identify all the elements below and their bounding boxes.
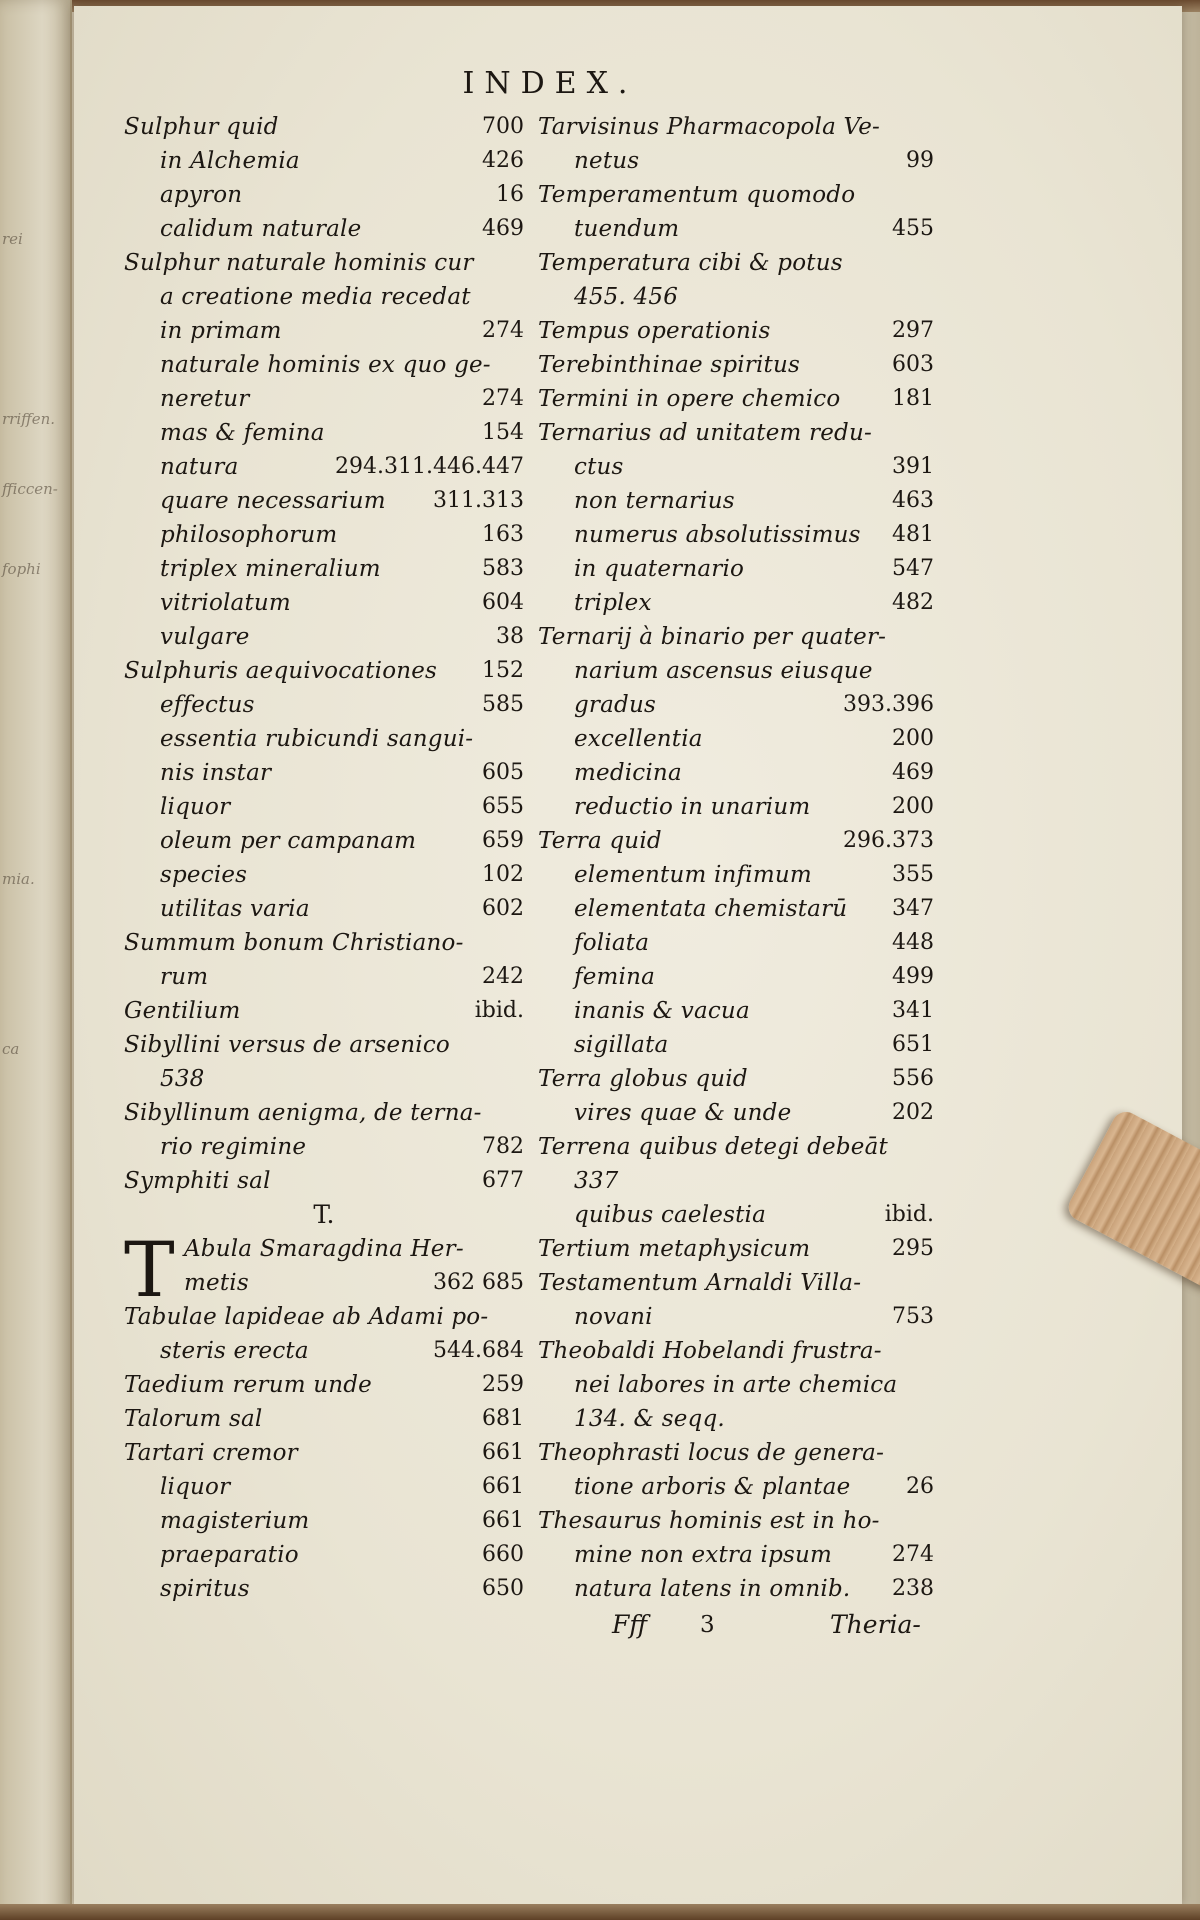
index-entry	[124, 110, 524, 144]
index-entry	[538, 994, 934, 1028]
index-term: Tabulae lapideae ab Adami po-	[124, 1304, 489, 1330]
index-entry	[124, 960, 524, 994]
index-term: vulgare	[160, 624, 250, 650]
index-entry	[538, 518, 934, 552]
index-term: narium ascensus eiusque	[574, 658, 873, 684]
page-reference: 202	[892, 1100, 934, 1125]
index-term: excellentia	[574, 726, 703, 752]
index-entry	[124, 1096, 524, 1130]
index-entry	[538, 1572, 934, 1606]
index-entry	[538, 926, 934, 960]
index-entry	[538, 586, 934, 620]
index-entry	[124, 1062, 524, 1096]
index-term: rio regimine	[160, 1134, 307, 1160]
index-entry	[124, 892, 524, 926]
page-reference: 455	[892, 216, 934, 241]
index-term: 455. 456	[574, 284, 679, 310]
page-reference: 556	[892, 1066, 934, 1091]
page-reference: 26	[906, 1474, 934, 1499]
index-entry	[538, 1436, 934, 1470]
index-entry	[538, 1232, 934, 1266]
page-reference: 297	[892, 318, 934, 343]
index-entry	[124, 926, 524, 960]
index-term: Terra quid	[538, 828, 662, 854]
index-term: quibus caelestia	[574, 1202, 767, 1228]
page-reference: 605	[482, 760, 524, 785]
page-reference: 274	[482, 386, 524, 411]
drop-capital: T	[124, 1225, 175, 1314]
index-term: Sibyllinum aenigma, de terna-	[124, 1100, 482, 1126]
index-entry	[538, 246, 934, 280]
page-reference: ibid.	[474, 998, 524, 1023]
index-term: Tempus operationis	[538, 318, 771, 344]
index-entry	[124, 1504, 524, 1538]
page-reference: 677	[482, 1168, 524, 1193]
index-term: Temperatura cibi & potus	[538, 250, 843, 276]
index-entry	[538, 960, 934, 994]
index-entry	[124, 858, 524, 892]
page-reference: 274	[482, 318, 524, 343]
index-entry	[124, 484, 524, 518]
index-term: sigillata	[574, 1032, 669, 1058]
index-term: mas & femina	[160, 420, 325, 446]
gathering-signature: Fff	[612, 1610, 648, 1639]
page-reference: 99	[906, 148, 934, 173]
index-entry	[538, 1198, 934, 1232]
facing-page-fragment: rei	[2, 230, 23, 248]
index-term: naturale hominis ex quo ge-	[160, 352, 491, 378]
index-term: steris erecta	[160, 1338, 309, 1364]
index-entry	[538, 1538, 934, 1572]
index-entry	[124, 1538, 524, 1572]
index-entry	[124, 824, 524, 858]
page-reference: 604	[482, 590, 524, 615]
index-term: in primam	[160, 318, 282, 344]
page-reference: 163	[482, 522, 524, 547]
index-term: nei labores in arte chemica	[574, 1372, 898, 1398]
index-term: Talorum sal	[124, 1406, 263, 1432]
index-term: apyron	[160, 182, 243, 208]
page-reference: 393.396	[843, 692, 934, 717]
page-reference: 200	[892, 794, 934, 819]
page-reference: 499	[892, 964, 934, 989]
index-term: species	[160, 862, 248, 888]
index-entry	[538, 1164, 934, 1198]
index-term: elementata chemistarū	[574, 896, 848, 922]
index-term: triplex mineralium	[160, 556, 381, 582]
index-entry	[124, 416, 524, 450]
index-entry	[538, 620, 934, 654]
index-term: tione arboris & plantae	[574, 1474, 851, 1500]
index-entry	[538, 178, 934, 212]
index-term: quare necessarium	[160, 488, 386, 514]
page-reference: 295	[892, 1236, 934, 1261]
index-term: liquor	[160, 794, 231, 820]
index-entry	[538, 722, 934, 756]
facing-page-fragment: mia.	[2, 870, 35, 888]
index-entry	[124, 790, 524, 824]
index-entry	[538, 892, 934, 926]
index-entry	[538, 1062, 934, 1096]
index-entry	[124, 1266, 524, 1300]
index-entry	[538, 348, 934, 382]
index-entry	[538, 212, 934, 246]
index-entry	[538, 1334, 934, 1368]
page-reference: 448	[892, 930, 934, 955]
index-entry	[124, 280, 524, 314]
index-term: Sibyllini versus de arsenico	[124, 1032, 450, 1058]
page-reference: 544.684	[433, 1338, 524, 1363]
index-entry	[538, 688, 934, 722]
index-term: numerus absolutissimus	[574, 522, 861, 548]
index-term: triplex	[574, 590, 652, 616]
index-entry	[124, 1232, 524, 1266]
page-header: INDEX.	[462, 66, 638, 101]
index-entry	[538, 1028, 934, 1062]
index-entry	[538, 1300, 934, 1334]
page-reference: 469	[482, 216, 524, 241]
index-term: in Alchemia	[160, 148, 300, 174]
page-reference: 200	[892, 726, 934, 751]
index-entry	[538, 110, 934, 144]
index-term: Theobaldi Hobelandi frustra-	[538, 1338, 882, 1364]
page-reference: 660	[482, 1542, 524, 1567]
page-reference: 154	[482, 420, 524, 445]
index-term: philosophorum	[160, 522, 338, 548]
index-term: utilitas varia	[160, 896, 310, 922]
index-term: Terrena quibus detegi debeāt	[538, 1134, 888, 1160]
page-reference: 651	[892, 1032, 934, 1057]
index-entry	[124, 246, 524, 280]
index-term: Tartari cremor	[124, 1440, 298, 1466]
index-entry	[538, 280, 934, 314]
index-term: natura	[160, 454, 239, 480]
index-entry	[124, 178, 524, 212]
facing-page-fragment: ca	[2, 1040, 20, 1058]
index-entry	[124, 382, 524, 416]
binding-bottom-edge	[0, 1904, 1200, 1920]
page-reference: 355	[892, 862, 934, 887]
index-entry	[124, 994, 524, 1028]
index-entry	[538, 450, 934, 484]
index-term: neretur	[160, 386, 250, 412]
index-term: vires quae & unde	[574, 1100, 792, 1126]
index-entry	[538, 382, 934, 416]
page-reference: 481	[892, 522, 934, 547]
index-term: liquor	[160, 1474, 231, 1500]
index-entry	[124, 1572, 524, 1606]
index-term: non ternarius	[574, 488, 735, 514]
section-letter: T.	[313, 1200, 335, 1229]
index-entry	[124, 688, 524, 722]
page-reference: 38	[496, 624, 524, 649]
index-entry	[124, 586, 524, 620]
page-reference: 585	[482, 692, 524, 717]
page-reference: 753	[892, 1304, 934, 1329]
index-entry	[124, 1368, 524, 1402]
page-reference: 16	[496, 182, 524, 207]
index-entry	[538, 1266, 934, 1300]
index-entry	[124, 314, 524, 348]
index-entry	[538, 1402, 934, 1436]
index-entry	[124, 1470, 524, 1504]
index-term: netus	[574, 148, 640, 174]
index-entry	[124, 756, 524, 790]
index-term: reductio in unarium	[574, 794, 811, 820]
page-reference: 426	[482, 148, 524, 173]
page-reference: 602	[482, 896, 524, 921]
index-term: Sulphur quid	[124, 114, 279, 140]
index-term: metis	[184, 1270, 249, 1296]
index-term: 337	[574, 1168, 619, 1194]
index-entry	[538, 416, 934, 450]
index-entry	[124, 1300, 524, 1334]
index-term: rum	[160, 964, 209, 990]
page-reference: 341	[892, 998, 934, 1023]
index-term: magisterium	[160, 1508, 310, 1534]
index-term: Gentilium	[124, 998, 241, 1024]
index-term: 538	[160, 1066, 205, 1092]
index-entry	[124, 620, 524, 654]
index-entry	[538, 484, 934, 518]
left-index-column	[124, 110, 524, 1606]
index-term: novani	[574, 1304, 653, 1330]
page-reference: 583	[482, 556, 524, 581]
index-entry	[538, 144, 934, 178]
index-term: calidum naturale	[160, 216, 362, 242]
index-term: Symphiti sal	[124, 1168, 271, 1194]
index-term: Termini in opere chemico	[538, 386, 841, 412]
index-term: tuendum	[574, 216, 680, 242]
page-reference: 296.373	[843, 828, 934, 853]
index-term: Ternarius ad unitatem redu-	[538, 420, 872, 446]
index-term: spiritus	[160, 1576, 250, 1602]
index-entry	[124, 144, 524, 178]
page-reference: 661	[482, 1474, 524, 1499]
page-reference: 700	[482, 114, 524, 139]
index-entry	[538, 654, 934, 688]
index-entry	[538, 824, 934, 858]
index-term: effectus	[160, 692, 255, 718]
page-reference: 242	[482, 964, 524, 989]
page-reference: 603	[892, 352, 934, 377]
index-term: elementum infimum	[574, 862, 812, 888]
page-reference: 152	[482, 658, 524, 683]
index-entry	[124, 1402, 524, 1436]
index-term: gradus	[574, 692, 656, 718]
index-entry	[538, 1130, 934, 1164]
page-reference: 362 685	[433, 1270, 524, 1295]
facing-page-edge	[0, 0, 72, 1920]
index-entry	[538, 1470, 934, 1504]
index-term: in quaternario	[574, 556, 745, 582]
index-entry	[124, 1198, 524, 1232]
page-reference: ibid.	[884, 1202, 934, 1227]
index-term: Taedium rerum unde	[124, 1372, 372, 1398]
index-entry	[124, 1334, 524, 1368]
index-term: Thesaurus hominis est in ho-	[538, 1508, 880, 1534]
index-entry	[124, 1130, 524, 1164]
page-reference: 391	[892, 454, 934, 479]
page-reference: 311.313	[433, 488, 524, 513]
index-entry	[124, 450, 524, 484]
index-term: foliata	[574, 930, 650, 956]
page-reference: 347	[892, 896, 934, 921]
index-term: ctus	[574, 454, 624, 480]
index-term: Testamentum Arnaldi Villa-	[538, 1270, 862, 1296]
signature-number: 3	[700, 1612, 715, 1638]
page-reference: 655	[482, 794, 524, 819]
page-reference: 482	[892, 590, 934, 615]
index-entry	[538, 1504, 934, 1538]
index-entry	[538, 314, 934, 348]
page-reference: 659	[482, 828, 524, 853]
page-reference: 661	[482, 1508, 524, 1533]
page-reference: 181	[892, 386, 934, 411]
facing-page-fragment: fficcen-	[2, 480, 58, 498]
index-term: Theophrasti locus de genera-	[538, 1440, 885, 1466]
page-reference: 294.311.446.447	[335, 454, 524, 479]
index-entry	[538, 1096, 934, 1130]
index-entry	[124, 1028, 524, 1062]
index-entry	[124, 654, 524, 688]
index-entry	[124, 518, 524, 552]
page-reference: 547	[892, 556, 934, 581]
page-reference: 274	[892, 1542, 934, 1567]
index-term: 134. & seqq.	[574, 1406, 725, 1432]
page-reference: 259	[482, 1372, 524, 1397]
index-entry	[538, 1368, 934, 1402]
index-entry	[124, 1436, 524, 1470]
index-term: Abula Smaragdina Her-	[184, 1236, 464, 1262]
index-term: Tarvisinus Pharmacopola Ve-	[538, 114, 880, 140]
index-term: nis instar	[160, 760, 272, 786]
right-index-column	[538, 110, 934, 1606]
facing-page-fragment: fophi	[2, 560, 41, 578]
index-term: praeparatio	[160, 1542, 299, 1568]
page-reference: 650	[482, 1576, 524, 1601]
index-term: femina	[574, 964, 656, 990]
index-term: a creatione media recedat	[160, 284, 471, 310]
index-entry	[538, 552, 934, 586]
index-term: medicina	[574, 760, 682, 786]
page-reference: 469	[892, 760, 934, 785]
page-reference: 238	[892, 1576, 934, 1601]
index-term: natura latens in omnib.	[574, 1576, 851, 1602]
index-term: vitriolatum	[160, 590, 291, 616]
index-term: Summum bonum Christiano-	[124, 930, 464, 956]
index-entry	[124, 552, 524, 586]
catchword: Theria-	[830, 1610, 921, 1639]
index-term: Sulphur naturale hominis cur	[124, 250, 474, 276]
page-reference: 782	[482, 1134, 524, 1159]
index-entry	[538, 756, 934, 790]
index-entry	[124, 212, 524, 246]
page-reference: 102	[482, 862, 524, 887]
index-term: inanis & vacua	[574, 998, 750, 1024]
index-entry	[124, 722, 524, 756]
index-term: mine non extra ipsum	[574, 1542, 833, 1568]
index-term: Sulphuris aequivocationes	[124, 658, 438, 684]
index-entry	[124, 1164, 524, 1198]
index-term: Tertium metaphysicum	[538, 1236, 811, 1262]
index-term: Terebinthinae spiritus	[538, 352, 801, 378]
index-term: Temperamentum quomodo	[538, 182, 856, 208]
page-reference: 463	[892, 488, 934, 513]
facing-page-fragment: rriffen.	[2, 410, 56, 428]
index-term: essentia rubicundi sangui-	[160, 726, 474, 752]
index-term: Terra globus quid	[538, 1066, 748, 1092]
index-term: Ternarij à binario per quater-	[538, 624, 887, 650]
index-entry	[538, 858, 934, 892]
page-reference: 681	[482, 1406, 524, 1431]
index-term: oleum per campanam	[160, 828, 417, 854]
index-entry	[538, 790, 934, 824]
index-entry	[124, 348, 524, 382]
page-reference: 661	[482, 1440, 524, 1465]
